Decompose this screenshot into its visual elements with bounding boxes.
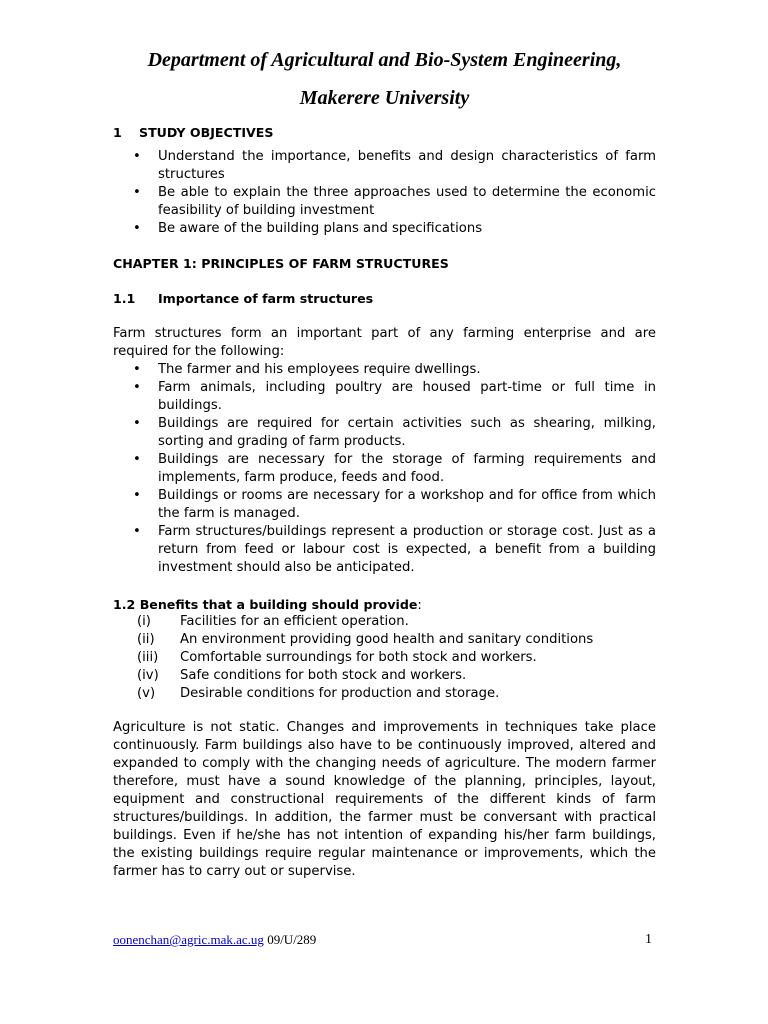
- farm-structures-list: [113, 361, 656, 577]
- section12-title: 1.2 Benefits that a building should provide: [113, 597, 418, 612]
- footer-email-link[interactable]: oonenchan@agric.mak.ac.ug: [113, 932, 264, 947]
- section12-colon: :: [417, 598, 422, 613]
- list-item: • Be able to explain the three approaches used to determine the economic feasibility of building investment: [133, 185, 656, 218]
- section11-number: 1.1: [113, 291, 136, 306]
- list-item: • Buildings or rooms are necessary for a workshop and for office from which the farm is managed.: [133, 488, 656, 521]
- list-item: (iii) Comfortable surroundings for both stock and workers.: [137, 650, 537, 665]
- bullet-icon: •: [133, 185, 141, 200]
- section11-title: Importance of farm structures: [158, 291, 374, 306]
- section1-title: STUDY OBJECTIVES: [139, 125, 274, 140]
- bullet-icon: •: [133, 362, 141, 377]
- section1-number: 1: [113, 125, 122, 140]
- list-item: • The farmer and his employees require dwellings.: [133, 362, 481, 377]
- bullet-icon: •: [133, 524, 141, 539]
- list-item: • Farm structures/buildings represent a production or storage cost. Just as a return from feed or labour cost is expected, a benefit from a building investment should also be anticipated.: [133, 524, 656, 575]
- list-item: • Understand the importance, benefits and design characteristics of farm structures: [133, 149, 656, 182]
- bullet-icon: •: [133, 221, 141, 236]
- header-university: Makerere University: [299, 87, 470, 109]
- footer-code: 09/U/289: [263, 932, 317, 947]
- list-item: (i) Facilities for an efficient operation.: [137, 614, 409, 629]
- list-item: (ii) An environment providing good health and sanitary conditions: [137, 632, 594, 647]
- bullet-icon: •: [133, 380, 141, 395]
- bullet-icon: •: [133, 452, 141, 467]
- list-item: (v) Desirable conditions for production and storage.: [137, 686, 500, 701]
- objectives-list: [113, 148, 656, 238]
- closing-paragraph: Agriculture is not static. Changes and improvements in techniques take place continuously. Farm buildings also have to be continuously improved, altered and expanded to comply with the changing needs of agriculture. The modern farmer therefore, must have a sound knowledge of the planning, principles, layout, equipment and constructional requirements of the different kinds of farm structures/buildings. In addition, the farmer must be conversant with practical buildings. Even if he/she has not intention of expanding his/her farm buildings, the existing buildings require regular maintenance or improvements, which the farmer has to carry out or supervise.: [113, 720, 656, 879]
- benefits-list: [113, 613, 656, 703]
- header-department: Department of Agricultural and Bio-System Engineering,: [147, 49, 622, 71]
- bullet-icon: •: [133, 416, 141, 431]
- footer-line: [113, 932, 316, 948]
- section11-intro: Farm structures form an important part of any farming enterprise and are required for the following:: [113, 326, 656, 359]
- chapter-title: CHAPTER 1: PRINCIPLES OF FARM STRUCTURES: [113, 256, 449, 271]
- bullet-icon: •: [133, 488, 141, 503]
- list-item: • Buildings are necessary for the storage of farming requirements and implements, farm produce, feeds and food.: [133, 452, 656, 485]
- list-item: • Buildings are required for certain activities such as shearing, milking, sorting and grading of farm products.: [133, 416, 656, 449]
- list-item: (iv) Safe conditions for both stock and workers.: [137, 668, 467, 683]
- list-item: • Be aware of the building plans and specifications: [133, 221, 483, 236]
- list-item: • Farm animals, including poultry are housed part-time or full time in buildings.: [133, 380, 656, 413]
- page-number: 1: [645, 932, 652, 947]
- bullet-icon: •: [133, 149, 141, 164]
